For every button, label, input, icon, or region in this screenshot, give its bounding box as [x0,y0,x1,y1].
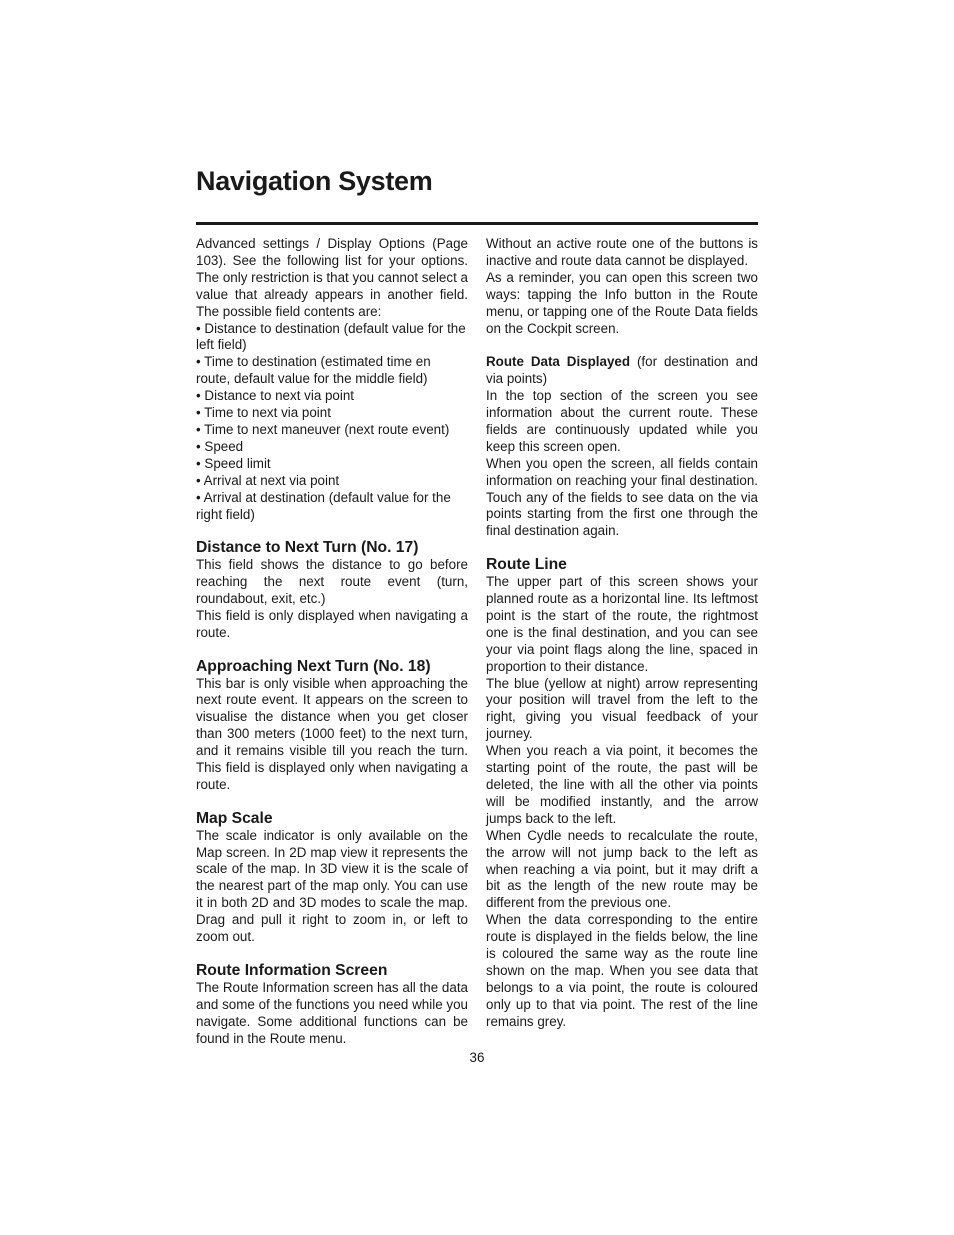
section-heading-distance-next-turn: Distance to Next Turn (No. 17) [196,539,419,557]
list-item: • Time to next maneuver (next route event) [196,421,450,437]
list-item: • Time to next via point [196,405,331,421]
section-heading-route-data-displayed: Route Data Displayed [486,354,631,370]
title-divider [196,222,758,225]
list-item: • Distance to next via point [196,388,355,404]
section-heading-route-line: Route Line [486,556,567,574]
body-paragraph: This field shows the distance to go before reaching the next route event (turn, roundabout, exit, etc.) [196,557,468,607]
body-paragraph: As a reminder, you can open this screen two ways: tapping the Info button in the Route menu, or tapping one of the Route Data fields on the Cockpit screen. [486,269,758,336]
section-heading-suffix: (for destination and via points) [486,354,759,387]
section-heading-map-scale: Map Scale [196,809,273,827]
list-item: • Time to destination (estimated time en route, default value for the middle field) [196,354,431,387]
body-paragraph: In the top section of the screen you see information about the current route. These fields are continuously updated while you keep this screen open. [486,388,758,454]
body-paragraph: When you open the screen, all fields contain information on reaching your final destination. Touch any of the fields to see data on the via points starting from the first one through the final destination again. [486,455,758,539]
right-column [486,236,758,1031]
list-item: • Arrival at destination (default value for the right field) [196,489,451,522]
left-column [196,236,468,1047]
body-paragraph: When you reach a via point, it becomes the starting point of the route, the past will be deleted, the line with all the other via points will be modified instantly, and the arrow jumps back to the left. [486,743,758,826]
body-paragraph: The upper part of this screen shows your planned route as a horizontal line. Its leftmost point is the start of the route, the rightmost one is the final destination, and you can see your via point flags along the line, spaced in proportion to their distance. [486,574,758,674]
field-options-list [196,321,468,524]
body-paragraph: When Cydle needs to recalculate the route, the arrow will not jump back to the left as when reaching a via point, but it may drift a bit as the length of the new route may be different from the previous one. [486,827,758,911]
section-heading-approaching-next-turn: Approaching Next Turn (No. 18) [196,657,431,675]
list-item: • Distance to destination (default value for the left field) [196,320,466,353]
route-data-displayed-heading-line [486,354,758,388]
body-paragraph: The Route Information screen has all the data and some of the functions you need while you navigate. Some additional functions can be found in the Route menu. [196,979,468,1046]
body-paragraph: This field is only displayed when navigating a route. [196,607,468,640]
list-item: • Speed limit [196,455,271,471]
page-title: Navigation System [196,166,433,196]
body-paragraph: This bar is only visible when approaching the next route event. It appears on the screen to visualise the distance when you get closer than 300 meters (1000 feet) to the next turn, and it remains visible till you reach the turn. This field is displayed only when navigating a route. [196,675,468,792]
page-number: 36 [469,1050,485,1065]
body-paragraph: Without an active route one of the buttons is inactive and route data cannot be displayed. [486,236,758,268]
list-item: • Speed [196,438,244,454]
list-item: • Arrival at next via point [196,472,340,488]
intro-paragraph: Advanced settings / Display Options (Page 103). See the following list for your options. The only restriction is that you cannot select a value that already appears in another field. The possible field contents are: [196,236,468,319]
section-heading-route-information-screen: Route Information Screen [196,961,388,979]
body-paragraph: When the data corresponding to the entire route is displayed in the fields below, the line is coloured the same way as the route line shown on the map. When you see data that belongs to a via point, the route is coloured only up to that via point. The rest of the line remains grey. [486,912,758,1029]
body-paragraph: The blue (yellow at night) arrow representing your position will travel from the left to the right, giving you visual feedback of your journey. [486,675,758,742]
body-paragraph: The scale indicator is only available on the Map screen. In 2D map view it represents the scale of the map. In 3D view it is the scale of the nearest part of the map only. You can use it in both 2D and 3D modes to scale the map. Drag and pull it right to zoom in, or left to zoom out. [196,827,468,945]
